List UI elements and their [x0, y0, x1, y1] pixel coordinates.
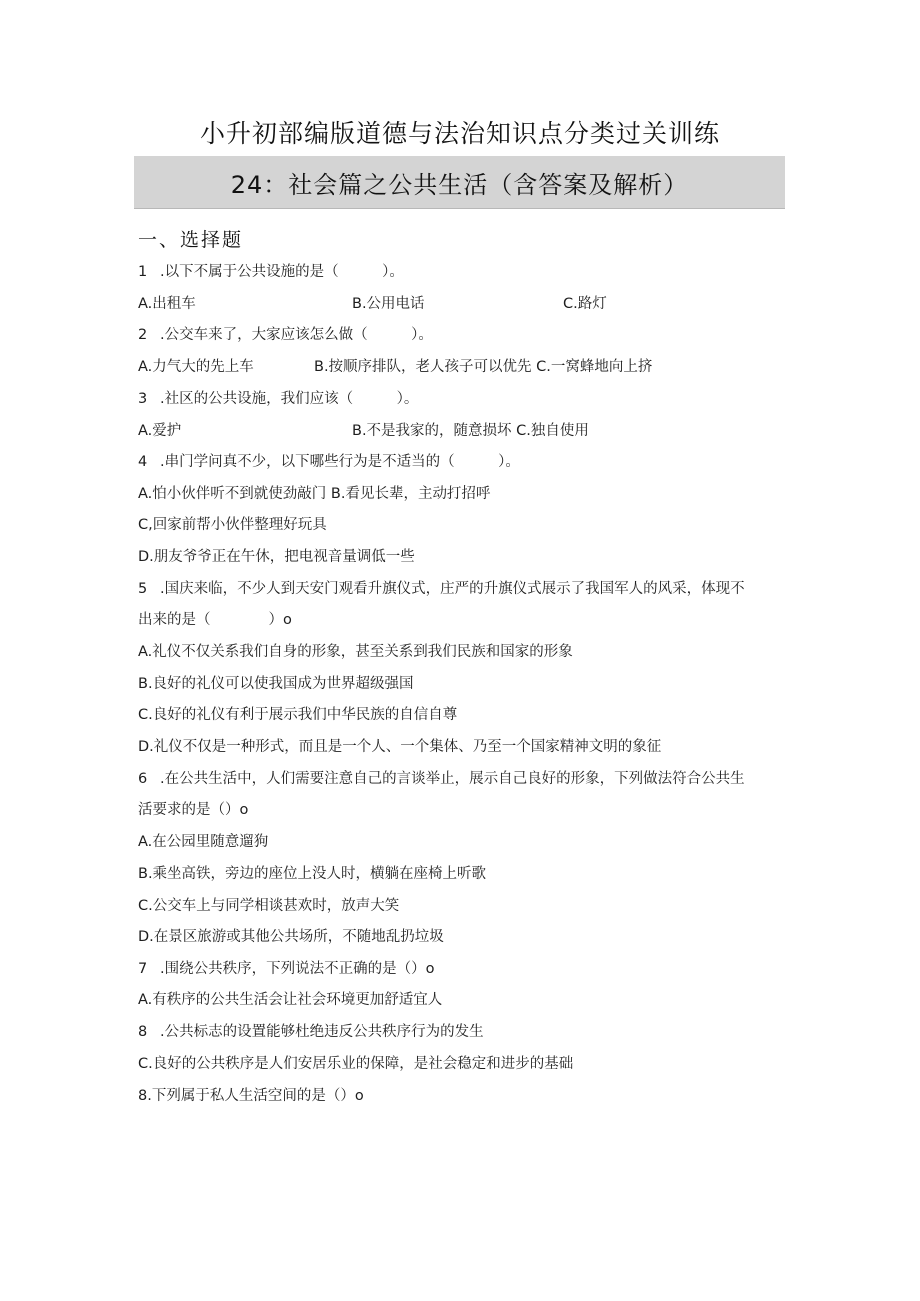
- question-text: .国庆来临，不少人到天安门观看升旗仪式，庄严的升旗仪式展示了我国军人的风采，体现不: [160, 581, 745, 597]
- subtitle-banner: [134, 156, 785, 208]
- option-b-c: B.不是我家的，随意损坏 C.独自使用: [352, 423, 589, 439]
- option-c: C,回家前帮小伙伴整理好玩具: [138, 517, 327, 533]
- option-b: B.乘坐高铁，旁边的座位上没人时，横躺在座椅上听歌: [138, 866, 487, 882]
- question-number: 1: [138, 264, 148, 280]
- option-a: A.有秩序的公共生活会让社会环境更加舒适宜人: [138, 992, 443, 1008]
- question-1: [138, 262, 404, 282]
- section-heading: 一、选择题: [138, 229, 244, 251]
- question-text: .公共标志的设置能够杜绝违反公共秩序行为的发生: [160, 1024, 484, 1040]
- option-a: A.力气大的先上车: [138, 359, 254, 375]
- option-a: A.出租车: [138, 296, 196, 312]
- question-7: [138, 959, 434, 979]
- option-a-b: A.怕小伙伴听不到就使劲敲门 B.看见长辈，主动打招呼: [138, 486, 491, 502]
- option-b: B.良好的礼仪可以使我国成为世界超级强国: [138, 676, 414, 692]
- question-text: .串门学问真不少，以下哪些行为是不适当的（ ）。: [160, 454, 520, 470]
- option-b-c: B.按顺序排队，老人孩子可以优先 C.一窝蜂地向上挤: [314, 359, 653, 375]
- question-4: [138, 452, 520, 472]
- option-c: C.公交车上与同学相谈甚欢时，放声大笑: [138, 898, 400, 914]
- question-text: .社区的公共设施，我们应该（ ）。: [160, 391, 419, 407]
- question-text: .以下不属于公共设施的是（ ）。: [160, 264, 404, 280]
- option-a: A.礼仪不仅关系我们自身的形象，甚至关系到我们民族和国家的形象: [138, 644, 573, 660]
- option-c: C.良好的礼仪有利于展示我们中华民族的自信自尊: [138, 707, 458, 723]
- question-number: 3: [138, 391, 148, 407]
- question-number: 4: [138, 454, 148, 470]
- question-text: .围绕公共秩序，下列说法不正确的是（）o: [160, 961, 435, 977]
- option-b: B.公用电话: [352, 296, 425, 312]
- option-c: C.良好的公共秩序是人们安居乐业的保障，是社会稳定和进步的基础: [138, 1056, 574, 1072]
- question-6-continued: 活要求的是（）o: [138, 802, 249, 818]
- option-a: A.在公园里随意遛狗: [138, 834, 269, 850]
- option-a: A.爱护: [138, 423, 182, 439]
- question-number: 2: [138, 327, 148, 343]
- document-title: 小升初部编版道德与法治知识点分类过关训练: [199, 119, 720, 148]
- option-c: C.路灯: [563, 296, 607, 312]
- question-number: 7: [138, 961, 148, 977]
- question-6: [138, 769, 745, 789]
- document-subtitle: 24：社会篇之公共生活（含答案及解析）: [230, 170, 689, 199]
- question-3: [138, 389, 418, 409]
- option-d: D.在景区旅游或其他公共场所，不随地乱扔垃圾: [138, 929, 444, 945]
- question-text: .公交车来了，大家应该怎么做（ ）。: [160, 327, 433, 343]
- option-d: D.朋友爷爷正在午休，把电视音量调低一些: [138, 549, 415, 565]
- question-number: 8: [138, 1024, 148, 1040]
- question-number: 5: [138, 581, 148, 597]
- option-d: D.礼仪不仅是一种形式，而且是一个人、一个集体、乃至一个国家精神文明的象征: [138, 739, 662, 755]
- question-2: [138, 325, 433, 345]
- question-5: [138, 579, 745, 599]
- question-next: 8.下列属于私人生活空间的是（）o: [138, 1088, 364, 1104]
- question-number: 6: [138, 771, 148, 787]
- question-text: .在公共生活中，人们需要注意自己的言谈举止，展示自己良好的形象，下列做法符合公共生: [160, 771, 745, 787]
- question-5-continued: 出来的是（ ）o: [138, 612, 292, 628]
- question-8: [138, 1022, 484, 1042]
